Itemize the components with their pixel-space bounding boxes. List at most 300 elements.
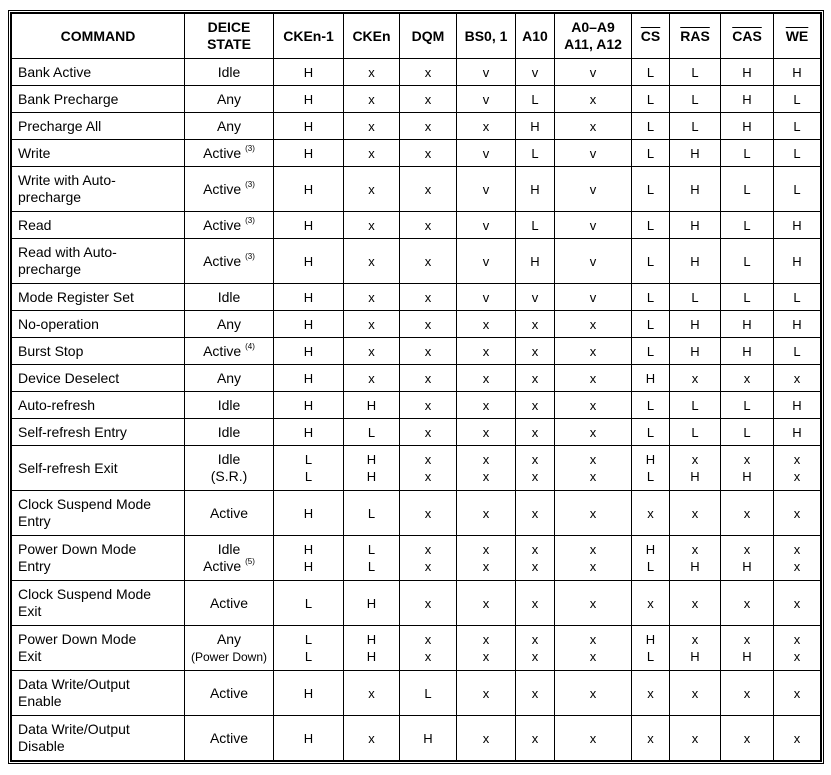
signal-value-cell: [670, 716, 721, 761]
signal-value-cell: [555, 581, 632, 626]
signal-value: x: [424, 145, 432, 161]
signal-value-cell: [344, 113, 400, 140]
signal-value: x: [691, 730, 699, 746]
signal-value-cell: [774, 212, 821, 239]
signal-value-cell: [555, 212, 632, 239]
signal-value-cell: [344, 581, 400, 626]
column-header-text: COMMAND: [60, 27, 136, 44]
signal-value: x: [368, 181, 375, 197]
signal-value-cell: [632, 365, 670, 392]
signal-value: x: [589, 505, 597, 521]
signal-value-cell: [555, 311, 632, 338]
device-state: Idle: [217, 423, 241, 440]
column-header: [632, 14, 670, 59]
signal-value-cell: [344, 239, 400, 284]
signal-value: x: [368, 118, 375, 134]
command-name: Entry: [18, 513, 51, 529]
signal-value-cell: [774, 239, 821, 284]
device-state-cell: [185, 86, 274, 113]
signal-value: L: [646, 316, 655, 332]
signal-value-cell: [555, 239, 632, 284]
signal-value-cell: [516, 86, 555, 113]
signal-value: H: [690, 145, 700, 161]
signal-value: H: [530, 118, 540, 134]
signal-value: L: [691, 424, 699, 440]
signal-value: x: [793, 452, 801, 467]
command-name: Exit: [18, 648, 42, 664]
signal-value-cell: [774, 491, 821, 536]
signal-value: L: [793, 181, 801, 197]
signal-value-cell: [721, 671, 774, 716]
command-name: Read: [18, 216, 52, 233]
signal-value: x: [589, 595, 597, 611]
signal-value-cell: [274, 716, 344, 761]
signal-value-cell: [344, 716, 400, 761]
signal-value: v: [589, 181, 597, 197]
signal-value-cell: [632, 113, 670, 140]
column-header-text: CKEn-1: [283, 27, 334, 44]
signal-value-cell: [721, 59, 774, 86]
signal-value-cell: [457, 86, 516, 113]
signal-value-cell: [516, 536, 555, 581]
command-cell: [12, 392, 185, 419]
signal-value: x: [482, 370, 490, 386]
command-name: Mode Register Set: [18, 288, 134, 305]
signal-value: v: [589, 217, 597, 233]
signal-value-cell: [670, 113, 721, 140]
table-row: [12, 167, 821, 212]
signal-value-cell: [632, 140, 670, 167]
signal-value-cell: [457, 716, 516, 761]
signal-value: x: [531, 452, 539, 467]
column-header: [344, 14, 400, 59]
command-cell: [12, 446, 185, 491]
device-state-cell: [185, 671, 274, 716]
signal-value-cell: [516, 419, 555, 446]
signal-value: H: [792, 253, 802, 269]
signal-value: x: [793, 632, 801, 647]
command-cell: [12, 536, 185, 581]
signal-value: H: [690, 343, 700, 359]
device-state: Active: [203, 252, 242, 269]
signal-value-cell: [555, 536, 632, 581]
signal-value: H: [303, 253, 314, 269]
signal-value-cell: [774, 284, 821, 311]
device-state: (S.R.): [210, 468, 248, 484]
signal-value: H: [690, 217, 700, 233]
signal-value: x: [743, 730, 751, 746]
signal-value: L: [646, 424, 655, 440]
command-name: Precharge All: [18, 117, 102, 134]
signal-value: x: [482, 316, 490, 332]
signal-value-cell: [721, 86, 774, 113]
command-name: Entry: [18, 558, 51, 574]
signal-value: x: [368, 370, 375, 386]
column-header-text: BS0, 1: [464, 27, 508, 44]
signal-value: H: [303, 685, 314, 701]
signal-value-cell: [274, 86, 344, 113]
header-row: [12, 14, 821, 59]
signal-value-cell: [344, 671, 400, 716]
device-state-cell: [185, 311, 274, 338]
signal-value-cell: [400, 311, 457, 338]
signal-value-cell: [774, 365, 821, 392]
signal-value: x: [424, 559, 432, 574]
signal-value-cell: [774, 59, 821, 86]
signal-value-cell: [774, 86, 821, 113]
signal-value-cell: [774, 113, 821, 140]
signal-value-cell: [670, 365, 721, 392]
signal-value: x: [691, 542, 699, 557]
signal-value: x: [368, 253, 375, 269]
signal-value: x: [589, 469, 597, 484]
signal-value: v: [589, 289, 597, 305]
signal-value-cell: [670, 581, 721, 626]
signal-value: x: [793, 649, 801, 664]
command-cell: [12, 86, 185, 113]
device-state: Active: [209, 594, 249, 611]
signal-value: L: [743, 289, 751, 305]
signal-value: H: [792, 217, 802, 233]
signal-value-cell: [516, 140, 555, 167]
signal-value-cell: [457, 284, 516, 311]
signal-value-cell: [632, 167, 670, 212]
column-header: [12, 14, 185, 59]
signal-value-cell: [774, 536, 821, 581]
command-name: Self-refresh Entry: [18, 423, 127, 440]
signal-value-cell: [721, 536, 774, 581]
signal-value: x: [647, 730, 654, 746]
device-state-cell: [185, 167, 274, 212]
signal-value-cell: [516, 338, 555, 365]
signal-value-cell: [457, 536, 516, 581]
signal-value: L: [304, 452, 313, 467]
command-cell: [12, 716, 185, 761]
signal-value: x: [424, 217, 432, 233]
signal-value-cell: [344, 536, 400, 581]
signal-value: x: [531, 370, 539, 386]
device-state-cell: [185, 716, 274, 761]
signal-value: x: [424, 118, 432, 134]
signal-value: x: [368, 685, 375, 701]
signal-value-cell: [344, 446, 400, 491]
signal-value: L: [367, 559, 376, 574]
signal-value-cell: [670, 311, 721, 338]
signal-value: H: [690, 469, 700, 484]
signal-value-cell: [632, 491, 670, 536]
signal-value-cell: [774, 671, 821, 716]
signal-value: x: [531, 595, 539, 611]
signal-value: L: [646, 145, 655, 161]
signal-value-cell: [632, 581, 670, 626]
signal-value: H: [742, 64, 752, 80]
signal-value-cell: [274, 212, 344, 239]
signal-value: H: [366, 632, 377, 647]
signal-value: L: [646, 217, 655, 233]
command-name: Exit: [18, 603, 42, 619]
signal-value: H: [690, 316, 700, 332]
signal-value-cell: [400, 59, 457, 86]
signal-value-cell: [774, 167, 821, 212]
device-state-cell: [185, 392, 274, 419]
signal-value-cell: [457, 626, 516, 671]
command-cell: [12, 491, 185, 536]
signal-value-cell: [632, 59, 670, 86]
signal-value-cell: [274, 113, 344, 140]
signal-value-cell: [774, 140, 821, 167]
signal-value-cell: [721, 212, 774, 239]
table-row: [12, 284, 821, 311]
device-state-cell: [185, 536, 274, 581]
signal-value: x: [793, 595, 801, 611]
signal-value-cell: [400, 365, 457, 392]
signal-value-cell: [274, 365, 344, 392]
signal-value-cell: [400, 536, 457, 581]
column-header: [516, 14, 555, 59]
signal-value: x: [482, 452, 490, 467]
signal-value-cell: [721, 284, 774, 311]
signal-value: x: [589, 316, 597, 332]
device-state-cell: [185, 491, 274, 536]
table-row: [12, 419, 821, 446]
signal-value: x: [647, 505, 654, 521]
table-row: [12, 338, 821, 365]
column-header-text: A0–A9: [571, 19, 615, 35]
command-cell: [12, 140, 185, 167]
signal-value: x: [531, 542, 539, 557]
signal-value-cell: [344, 167, 400, 212]
signal-value-cell: [670, 239, 721, 284]
signal-value-cell: [632, 212, 670, 239]
signal-value: H: [742, 316, 752, 332]
signal-value-cell: [274, 536, 344, 581]
signal-value-cell: [400, 113, 457, 140]
signal-value: x: [424, 91, 432, 107]
signal-value: x: [531, 343, 539, 359]
signal-value: x: [691, 632, 699, 647]
signal-value: L: [646, 397, 655, 413]
signal-value: H: [303, 542, 314, 557]
signal-value-cell: [344, 392, 400, 419]
signal-value-cell: [516, 284, 555, 311]
signal-value-cell: [457, 491, 516, 536]
device-state-cell: [185, 239, 274, 284]
signal-value-cell: [721, 581, 774, 626]
signal-value-cell: [670, 59, 721, 86]
column-header-text: STATE: [207, 36, 251, 52]
signal-value-cell: [721, 446, 774, 491]
signal-value-cell: [457, 338, 516, 365]
device-state: Idle: [217, 451, 241, 467]
signal-value: H: [742, 469, 752, 484]
column-header-text: A11, A12: [564, 36, 622, 52]
command-cell: [12, 113, 185, 140]
signal-value-cell: [632, 536, 670, 581]
signal-value: L: [691, 91, 699, 107]
signal-value-cell: [721, 419, 774, 446]
device-state: Any: [216, 630, 242, 647]
signal-value-cell: [274, 626, 344, 671]
signal-value-cell: [344, 419, 400, 446]
command-cell: [12, 167, 185, 212]
signal-value: x: [743, 370, 751, 386]
signal-value: x: [368, 64, 375, 80]
signal-value: x: [589, 424, 597, 440]
signal-value-cell: [400, 284, 457, 311]
device-state: Active: [203, 216, 242, 233]
command-name: Write: [18, 144, 51, 161]
column-header-text: $\overline{CAS}$: [732, 27, 762, 44]
signal-value: L: [646, 559, 655, 574]
signal-value: x: [424, 253, 432, 269]
signal-value: L: [691, 64, 699, 80]
signal-value: v: [482, 217, 490, 233]
signal-value-cell: [774, 419, 821, 446]
signal-value-cell: [516, 212, 555, 239]
signal-value: x: [743, 542, 751, 557]
signal-value: x: [424, 452, 432, 467]
signal-value: L: [304, 632, 313, 647]
signal-value: H: [742, 343, 752, 359]
table-row: [12, 311, 821, 338]
table-row: [12, 716, 821, 761]
signal-value-cell: [344, 626, 400, 671]
signal-value: x: [589, 452, 597, 467]
column-header-text: $\overline{RAS}$: [680, 27, 710, 44]
signal-value-cell: [400, 626, 457, 671]
signal-value: v: [589, 253, 597, 269]
signal-value: L: [646, 64, 655, 80]
signal-value: x: [368, 145, 375, 161]
signal-value: H: [792, 424, 802, 440]
signal-value: L: [531, 145, 539, 161]
signal-value-cell: [274, 338, 344, 365]
command-cell: [12, 284, 185, 311]
signal-value: x: [743, 685, 751, 701]
signal-value-cell: [457, 365, 516, 392]
signal-value: x: [368, 217, 375, 233]
signal-value-cell: [400, 212, 457, 239]
signal-value: H: [645, 370, 656, 386]
table-row: [12, 491, 821, 536]
signal-value: L: [367, 542, 376, 557]
signal-value-cell: [274, 140, 344, 167]
signal-value-cell: [400, 338, 457, 365]
signal-value-cell: [670, 419, 721, 446]
table-row: [12, 626, 821, 671]
signal-value-cell: [400, 86, 457, 113]
footnote-ref: (3): [245, 215, 255, 225]
signal-value-cell: [274, 311, 344, 338]
command-cell: [12, 419, 185, 446]
signal-value: v: [482, 91, 490, 107]
signal-value-cell: [344, 140, 400, 167]
signal-value: H: [303, 145, 314, 161]
command-name: Clock Suspend Mode: [18, 586, 152, 602]
signal-value: H: [303, 505, 314, 521]
signal-value-cell: [516, 671, 555, 716]
signal-value-cell: [774, 716, 821, 761]
signal-value: x: [424, 469, 432, 484]
column-header: [555, 14, 632, 59]
signal-value-cell: [555, 338, 632, 365]
signal-value-cell: [555, 491, 632, 536]
device-state-cell: [185, 59, 274, 86]
signal-value-cell: [516, 167, 555, 212]
signal-value-cell: [632, 284, 670, 311]
signal-value-cell: [774, 626, 821, 671]
signal-value-cell: [400, 392, 457, 419]
column-header-text: DEICE: [207, 19, 251, 35]
signal-value: L: [646, 118, 655, 134]
signal-value: H: [366, 595, 377, 611]
signal-value: H: [303, 64, 314, 80]
command-cell: [12, 671, 185, 716]
device-state: Idle: [217, 396, 241, 413]
signal-value: L: [367, 505, 376, 521]
signal-value-cell: [555, 365, 632, 392]
signal-value-cell: [457, 59, 516, 86]
signal-value: x: [691, 505, 699, 521]
signal-value: H: [530, 181, 540, 197]
command-name: Auto-refresh: [18, 396, 96, 413]
footnote-ref: (3): [245, 251, 255, 261]
signal-value: L: [531, 91, 539, 107]
signal-value-cell: [632, 311, 670, 338]
signal-value: L: [646, 343, 655, 359]
signal-value: x: [424, 595, 432, 611]
command-name: precharge: [18, 261, 82, 277]
signal-value-cell: [774, 311, 821, 338]
command-cell: [12, 59, 185, 86]
signal-value-cell: [555, 671, 632, 716]
signal-value: H: [303, 217, 314, 233]
signal-value-cell: [457, 581, 516, 626]
signal-value-cell: [457, 671, 516, 716]
signal-value: x: [482, 343, 490, 359]
table-row: [12, 113, 821, 140]
signal-value-cell: [555, 626, 632, 671]
signal-value: x: [482, 397, 490, 413]
signal-value-cell: [400, 581, 457, 626]
signal-value-cell: [670, 626, 721, 671]
signal-value-cell: [721, 392, 774, 419]
signal-value: x: [589, 730, 597, 746]
column-header: [400, 14, 457, 59]
signal-value-cell: [344, 365, 400, 392]
signal-value-cell: [721, 113, 774, 140]
signal-value-cell: [670, 338, 721, 365]
signal-value: v: [482, 181, 490, 197]
signal-value-cell: [400, 419, 457, 446]
signal-value: x: [368, 316, 375, 332]
signal-value: L: [793, 289, 801, 305]
signal-value-cell: [344, 284, 400, 311]
column-header-text: CKEn: [352, 27, 391, 44]
signal-value: x: [589, 649, 597, 664]
signal-value: x: [531, 632, 539, 647]
signal-value: x: [531, 316, 539, 332]
signal-value: L: [646, 181, 655, 197]
device-state: Idle: [217, 288, 241, 305]
command-name: precharge: [18, 189, 82, 205]
signal-value: H: [792, 397, 802, 413]
signal-value: x: [589, 91, 597, 107]
signal-value-cell: [457, 212, 516, 239]
signal-value-cell: [344, 59, 400, 86]
signal-value: L: [646, 469, 655, 484]
signal-value: x: [368, 91, 375, 107]
